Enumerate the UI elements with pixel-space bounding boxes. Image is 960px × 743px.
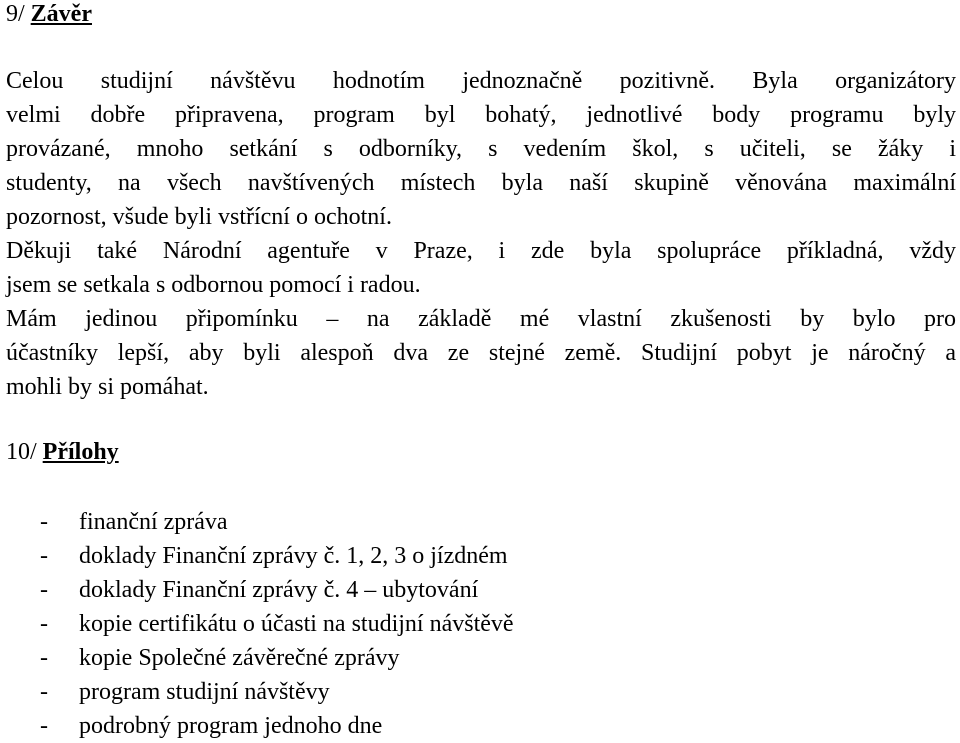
- section-title: Závěr: [30, 1, 92, 27]
- list-dash: -: [40, 611, 48, 637]
- list-item: [6, 641, 514, 675]
- list-item-text: doklady Finanční zprávy č. 4 – ubytování: [79, 577, 479, 603]
- text-line: Mám jedinou připomínku – na základě mé vlastní zkušenosti by bylo pro: [6, 306, 956, 332]
- list-item-text: doklady Finanční zprávy č. 1, 2, 3 o jízdném: [79, 543, 508, 569]
- list-dash: -: [40, 509, 48, 535]
- list-dash: -: [40, 543, 48, 569]
- text-line: velmi dobře připravena, program byl bohatý, jednotlivé body programu byly: [6, 102, 956, 128]
- list-item-text: program studijní návštěvy: [79, 679, 330, 705]
- list-item: [6, 607, 514, 641]
- list-item-text: podrobný program jednoho dne: [79, 713, 383, 739]
- attachments-list: [6, 505, 514, 743]
- list-item: [6, 505, 514, 539]
- list-item: [6, 539, 514, 573]
- text-line: provázané, mnoho setkání s odborníky, s vedením škol, s učiteli, se žáky i: [6, 136, 956, 162]
- text-line: pozornost, všude byli vstřícní o ochotní.: [6, 204, 392, 230]
- list-item: [6, 573, 514, 607]
- list-item: [6, 675, 514, 709]
- text-line: studenty, na všech navštívených místech byla naší skupině věnována maximální: [6, 170, 956, 196]
- list-dash: -: [40, 679, 48, 705]
- list-item-text: finanční zpráva: [79, 509, 228, 535]
- list-item: [6, 709, 514, 743]
- section-heading-attachments: [6, 438, 119, 466]
- list-item-text: kopie certifikátu o účasti na studijní návštěvě: [79, 611, 514, 637]
- list-item-text: kopie Společné závěrečné zprávy: [79, 645, 400, 671]
- section-heading-conclusion: [6, 0, 92, 28]
- text-line: Děkuji také Národní agentuře v Praze, i zde byla spolupráce příkladná, vždy: [6, 238, 956, 264]
- text-line: účastníky lepší, aby byli alespoň dva ze stejné země. Studijní pobyt je náročný a: [6, 340, 956, 366]
- text-line: Celou studijní návštěvu hodnotím jednoznačně pozitivně. Byla organizátory: [6, 68, 956, 94]
- section-number: 10/: [6, 439, 37, 465]
- text-line: jsem se setkala s odbornou pomocí i radou.: [6, 272, 421, 298]
- list-dash: -: [40, 713, 48, 739]
- section-title: Přílohy: [42, 439, 119, 465]
- conclusion-body: [6, 64, 956, 404]
- list-dash: -: [40, 577, 48, 603]
- list-dash: -: [40, 645, 48, 671]
- text-line: mohli by si pomáhat.: [6, 374, 209, 400]
- section-number: 9/: [6, 1, 25, 27]
